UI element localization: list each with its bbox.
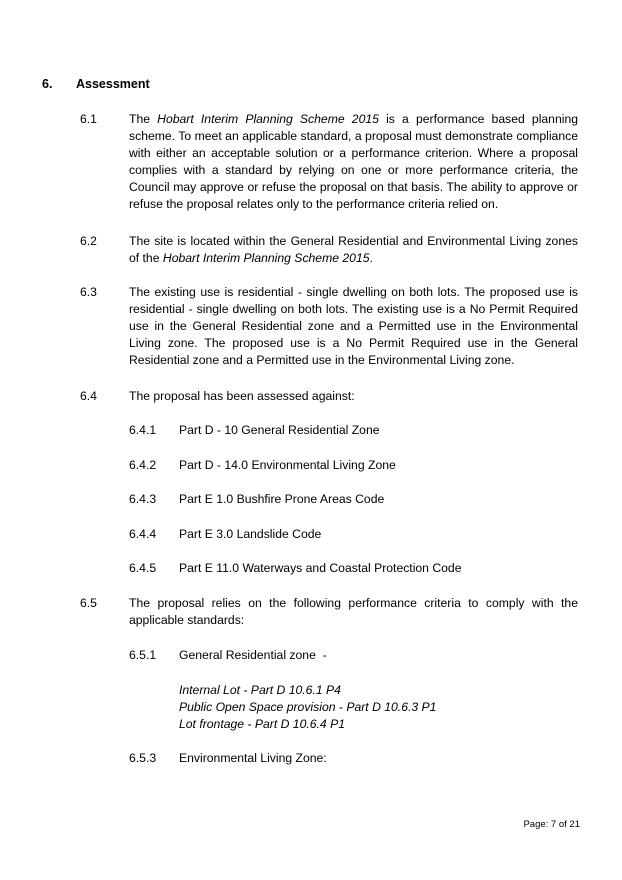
list-item-number: 6.4.1 <box>129 423 157 437</box>
paragraph-number: 6.3 <box>80 285 97 299</box>
list-item-number: 6.4.2 <box>129 458 157 472</box>
list-item-text: Environmental Living Zone: <box>179 751 327 765</box>
list-item <box>129 750 578 767</box>
paragraph-6-2 <box>80 233 578 267</box>
list-item-text: Part E 1.0 Bushfire Prone Areas Code <box>179 492 385 506</box>
scheme-name: Hobart Interim Planning Scheme 2015 <box>157 112 379 126</box>
list-item-text: General Residential zone - <box>179 648 327 662</box>
text-run: . <box>369 251 373 265</box>
list-item <box>129 457 578 474</box>
paragraph-text <box>129 111 578 213</box>
paragraph-number: 6.4 <box>80 389 97 403</box>
list-item-text: Part D - 14.0 Environmental Living Zone <box>179 458 396 472</box>
list-item-number: 6.4.3 <box>129 492 157 506</box>
paragraph-text: The existing use is residential - single dwelling on both lots. The proposed use is residential - single dwelling on both lots. The existing use is a No Permit Required use in the General Residential zone and a Permitted use in the Environmental Living zone. The proposed use is a No Permit Required use in the General Residential zone and a Permitted use in the Environmental Living zone. <box>129 285 578 367</box>
list-item <box>129 560 578 577</box>
list-item-number: 6.5.3 <box>129 751 157 765</box>
list-item <box>129 491 578 508</box>
paragraph-6-3 <box>80 284 578 369</box>
list-item-text: Part E 11.0 Waterways and Coastal Protection Code <box>179 561 462 575</box>
list-item-text: Part D - 10 General Residential Zone <box>179 423 380 437</box>
scheme-name: Hobart Interim Planning Scheme 2015 <box>162 251 370 265</box>
paragraph-text <box>129 233 578 267</box>
list-item-text: Part E 3.0 Landslide Code <box>179 527 322 541</box>
section-title: Assessment <box>76 77 150 91</box>
list-item-number: 6.5.1 <box>129 648 157 662</box>
criteria-list <box>179 682 436 733</box>
list-item-number: 6.4.5 <box>129 561 157 575</box>
text-run: The site is located within the General Residential and Environmental Living zones of the <box>129 234 578 265</box>
criteria-item: Public Open Space provision - Part D 10.6.3 P1 <box>179 700 437 714</box>
text-run: The <box>129 112 158 126</box>
paragraph-6-1 <box>80 111 578 213</box>
paragraph-text: The proposal has been assessed against: <box>129 389 355 403</box>
list-item-number: 6.4.4 <box>129 527 157 541</box>
paragraph-number: 6.2 <box>80 234 97 248</box>
paragraph-text: The proposal relies on the following performance criteria to comply with the applicable standards: <box>129 596 578 627</box>
section-number: 6. <box>42 77 53 91</box>
paragraph-number: 6.1 <box>80 112 97 126</box>
criteria-item: Internal Lot - Part D 10.6.1 P4 <box>179 683 341 697</box>
list-item <box>129 647 578 664</box>
paragraph-6-5 <box>80 595 578 629</box>
page-number: Page: 7 of 21 <box>523 819 580 830</box>
criteria-item: Lot frontage - Part D 10.6.4 P1 <box>179 717 345 731</box>
paragraph-number: 6.5 <box>80 596 97 610</box>
list-item <box>129 422 578 439</box>
text-run: is a performance based planning scheme. To meet an applicable standard, a proposal must demonstrate compliance with either an acceptable solution or a performance criterion. Where a proposal complies with a standard by relying on one or more performance criteria, the Council may approve or refuse the proposal on that basis. The ability to approve or refuse the proposal relates only to the performance criteria relied on. <box>129 112 578 211</box>
list-item <box>129 526 578 543</box>
paragraph-6-4 <box>80 388 578 405</box>
